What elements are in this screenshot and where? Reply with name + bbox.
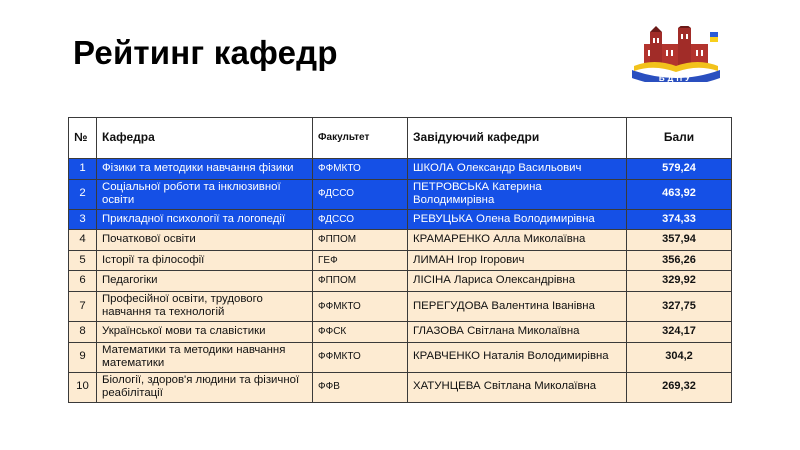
cell-department: Математики та методики навчання математики <box>97 342 313 372</box>
cell-head: КРАМАРЕНКО Алла Миколаївна <box>408 230 627 251</box>
table-row <box>69 291 732 321</box>
header-head: Завідуючий кафедри <box>408 118 627 159</box>
cell-department: Початкової освіти <box>97 230 313 251</box>
cell-department: Педагогіки <box>97 271 313 292</box>
cell-score: 327,75 <box>627 291 732 321</box>
cell-department: Біології, здоров'я людини та фізичної реабілітації <box>97 372 313 402</box>
cell-department: Професійної освіти, трудового навчання та технологій <box>97 291 313 321</box>
table-row <box>69 230 732 251</box>
cell-score: 463,92 <box>627 179 732 209</box>
header-department: Кафедра <box>97 118 313 159</box>
cell-head: ГЛАЗОВА Світлана Миколаївна <box>408 321 627 342</box>
cell-score: 356,26 <box>627 250 732 271</box>
cell-number: 6 <box>69 271 97 292</box>
cell-faculty: ФППОМ <box>313 271 408 292</box>
table-header-row <box>69 118 732 159</box>
cell-head: ПЕРЕГУДОВА Валентина Іванівна <box>408 291 627 321</box>
cell-number: 1 <box>69 159 97 180</box>
header-score: Бали <box>627 118 732 159</box>
cell-faculty: ФФМКТО <box>313 342 408 372</box>
cell-number: 5 <box>69 250 97 271</box>
cell-head: КРАВЧЕНКО Наталія Володимирівна <box>408 342 627 372</box>
table-row <box>69 342 732 372</box>
cell-head: РЕВУЦЬКА Олена Володимирівна <box>408 209 627 230</box>
cell-number: 4 <box>69 230 97 251</box>
cell-score: 357,94 <box>627 230 732 251</box>
cell-score: 329,92 <box>627 271 732 292</box>
cell-head: ПЕТРОВСЬКА Катерина Володимирівна <box>408 179 627 209</box>
cell-score: 324,17 <box>627 321 732 342</box>
ranking-table <box>68 117 732 403</box>
cell-head: ЛИМАН Ігор Ігорович <box>408 250 627 271</box>
table-row <box>69 179 732 209</box>
cell-faculty: ГЕФ <box>313 250 408 271</box>
cell-department: Історії та філософії <box>97 250 313 271</box>
table-row <box>69 321 732 342</box>
cell-number: 10 <box>69 372 97 402</box>
header-faculty: Факультет <box>313 118 408 159</box>
cell-number: 9 <box>69 342 97 372</box>
cell-faculty: ФФВ <box>313 372 408 402</box>
cell-number: 8 <box>69 321 97 342</box>
table-row <box>69 271 732 292</box>
slide-title: Рейтинг кафедр <box>73 34 338 71</box>
table-row <box>69 372 732 402</box>
cell-faculty: ФДССО <box>313 179 408 209</box>
header-number: № <box>69 118 97 159</box>
cell-score: 304,2 <box>627 342 732 372</box>
cell-score: 269,32 <box>627 372 732 402</box>
table-row <box>69 159 732 180</box>
table-row <box>69 209 732 230</box>
cell-faculty: ФФМКТО <box>313 291 408 321</box>
cell-head: ХАТУНЦЕВА Світлана Миколаївна <box>408 372 627 402</box>
cell-faculty: ФФСК <box>313 321 408 342</box>
cell-head: ЛІСІНА Лариса Олександрівна <box>408 271 627 292</box>
logo-text: БДПУ <box>658 74 694 82</box>
cell-number: 3 <box>69 209 97 230</box>
cell-faculty: ФДССО <box>313 209 408 230</box>
cell-department: Фізики та методики навчання фізики <box>97 159 313 180</box>
university-logo <box>630 26 722 82</box>
cell-faculty: ФППОМ <box>313 230 408 251</box>
cell-head: ШКОЛА Олександр Васильович <box>408 159 627 180</box>
cell-number: 2 <box>69 179 97 209</box>
cell-department: Прикладної психології та логопедії <box>97 209 313 230</box>
cell-score: 579,24 <box>627 159 732 180</box>
cell-score: 374,33 <box>627 209 732 230</box>
cell-department: Соціальної роботи та інклюзивної освіти <box>97 179 313 209</box>
cell-department: Української мови та славістики <box>97 321 313 342</box>
cell-faculty: ФФМКТО <box>313 159 408 180</box>
table-row <box>69 250 732 271</box>
cell-number: 7 <box>69 291 97 321</box>
